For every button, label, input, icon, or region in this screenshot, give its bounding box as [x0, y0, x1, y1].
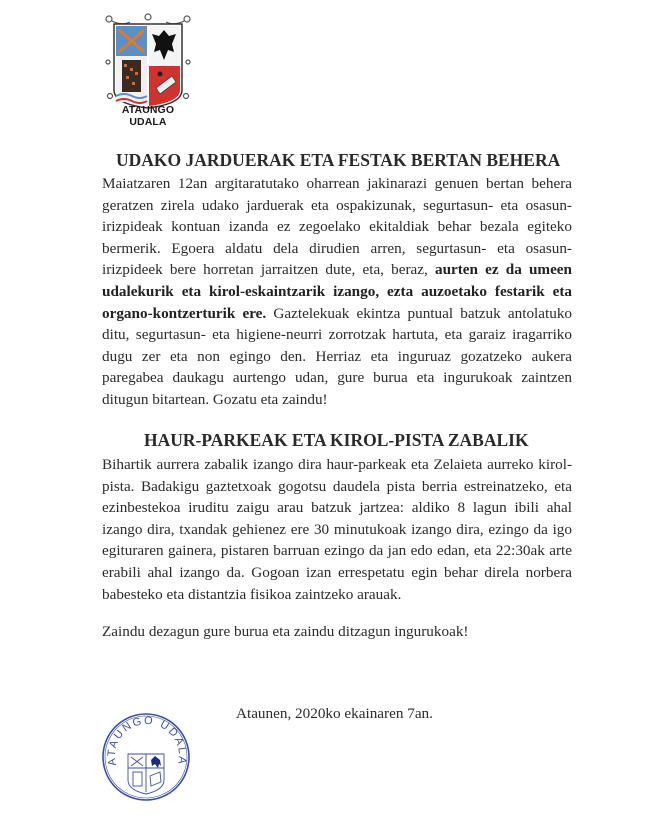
paragraph-line: paregabea daukagu aurtengo udan, gure burua eta ingurukoak zaintzen [102, 369, 572, 387]
section-title-playgrounds-open: HAUR-PARKEAK ETA KIROL-PISTA ZABALIK [144, 430, 529, 450]
paragraph-line: Maiatzaren 12an argitaratutako oharrean jakinarazi genuen bertan behera [102, 175, 572, 192]
paragraph-line: bermerik. Egoera aldatu dela dirudien arren, segurtasun- eta osasun- [102, 239, 572, 257]
paragraph-playgrounds [102, 454, 572, 605]
paragraph-line: irizpideak kontuan izanda ez zegoelako ekitaldiak behar bezala egiteko [102, 218, 572, 236]
paragraph-line: Bihartik aurrera zabalik izango dira haur-parkeak eta Zelaieta aurreko kirol- [102, 456, 572, 473]
signature-date: Ataunen, 2020ko ekainaren 7an. [236, 705, 433, 722]
paragraph-line: egituraren gainera, pistaren barruan ezingo da jan edo edan, eta 22:30ak arte [102, 542, 572, 560]
seal-text: ATAUNGO UDALA [105, 714, 189, 767]
paragraph-line: pista. Badakigu gaztetxoak gogotsu daudela pista berria estreinatzeko, eta [102, 477, 572, 495]
paragraph-line: ditu, segurtasun- eta higiene-neurri zorrotzak hartuta, eta garaiz iragarriko [102, 326, 572, 344]
paragraph-line [102, 259, 572, 281]
logo-caption: ATAUNGO UDALA [121, 104, 175, 128]
paragraph-line: ditugun bitartean. Gozatu eta zaindu! [102, 390, 328, 408]
paragraph-line: izango dira, txandak gehienez ere 30 minutukoak izango dira, ezingo da igo [102, 520, 572, 538]
paragraph-line: udalekurik eta kirol-eskaintzarik izango, ezta auzoetako festarik eta [102, 282, 572, 300]
official-seal-icon [100, 710, 192, 804]
line-text: Gaztelekuak ekintza puntual batzuk antolatuko [266, 304, 573, 322]
paragraph-line: dugu zer eta non egingo den. Herriaz eta inguruaz gozatzeko aukera [102, 347, 572, 365]
coat-of-arms-icon [102, 12, 194, 112]
bold-text: organo-kontzerturik ere. [102, 304, 267, 322]
paragraph-line: ezinbestekoa iruditu zaigu arau batzuk jartzea: aldiko 8 lagun ibili ahal [102, 499, 572, 517]
line-text: irizpideek bere horretan jarraitzen dute, eta, beraz, [102, 261, 435, 279]
section-title-summer-activities: UDAKO JARDUERAK ETA FESTAK BERTAN BEHERA [116, 150, 561, 170]
closing-statement: Zaindu dezagun gure burua eta zaindu ditzagun ingurukoak! [102, 623, 469, 640]
paragraph-line: erabili ahal izango da. Gogoan izan errespetatu egin behar direla norbera [102, 563, 572, 581]
svg-text:ATAUNGO UDALA [106, 715, 188, 767]
paragraph-summer-activities [102, 173, 572, 411]
paragraph-line: babesteko eta distantzia fisikoa zaintzeko arauak. [102, 585, 402, 603]
bold-text: aurten ez da umeen [434, 261, 572, 279]
paragraph-line: geratzen zirela udako jarduerak eta ospakizunak, segurtasun- eta osasun- [102, 196, 572, 214]
paragraph-line [102, 303, 572, 325]
